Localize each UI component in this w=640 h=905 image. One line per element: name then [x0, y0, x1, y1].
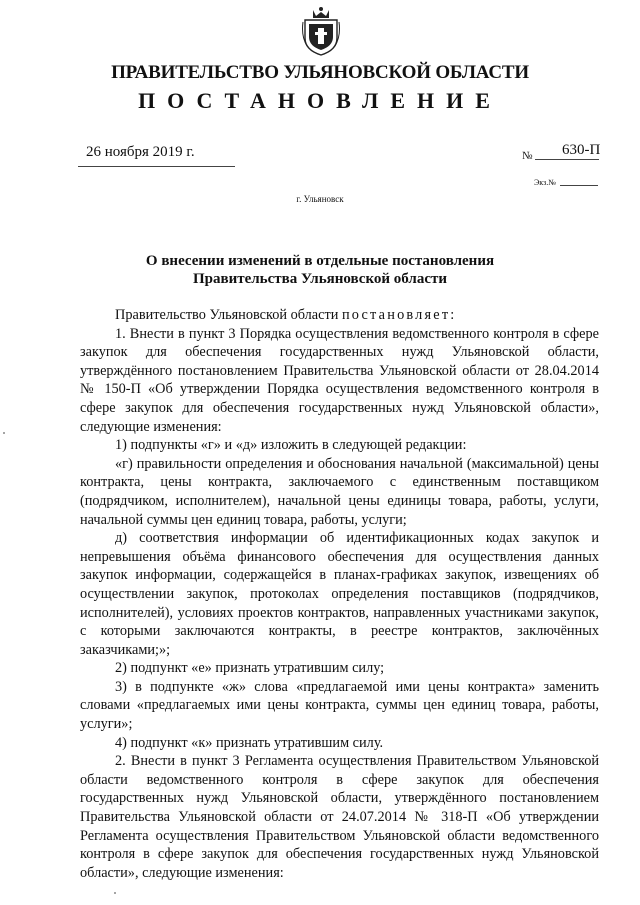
paragraph-2: 1) подпункты «г» и «д» изложить в следующей редакции: — [115, 437, 467, 454]
title-line-2: Правительства Ульяновской области — [192, 271, 448, 287]
title-line-1: О внесении изменений в отдельные постановления — [145, 253, 495, 269]
intro-paragraph — [80, 306, 599, 325]
paragraph-6: 3) в подпункте «ж» слова «предлагаемой ими цены контракта» заменить словами «предлагаемых ими цены контракта, суммы цен единиц товара, работы, услуги»; — [80, 678, 599, 733]
number-sign: № — [522, 150, 533, 162]
paragraph-5: 2) подпункт «е» признать утратившим силу; — [115, 660, 385, 677]
scan-speck — [3, 432, 5, 434]
intro-verb: постановляет — [341, 307, 451, 323]
city: г. Ульяновск — [296, 194, 344, 204]
intro-prefix: Правительство Ульяновской области — [115, 307, 342, 323]
paragraph-4: д) соответствия информации об идентификационных кодах закупок и непревышения объёма финансового обеспечения для осуществления данных закупок информации, содержащейся в планах-графиках закупок, извещениях об осуществлении закупок, протоколах определения поставщиков (подрядчиков, исполнителей), условиях проектов контрактов, направленных участниками закупок, с которыми заключаются контракты, в реестре контрактов, заключённых заказчиками;»; — [80, 530, 599, 658]
paragraph-3: «г) правильности определения и обоснования начальной (максимальной) цены контракта, цены контракта, заключаемого с единственным поставщиком (подрядчиком, исполнителем), начальной цены единицы товара, работы, услуги, начальной суммы цен единиц товара, работы, услуги; — [80, 455, 599, 528]
document-body — [80, 306, 599, 882]
copy-number-underline — [560, 185, 598, 186]
document-number: 630-П — [562, 142, 601, 158]
paragraph-7: 4) подпункт «к» признать утратившим силу. — [115, 734, 384, 751]
intro-suffix: : — [450, 307, 455, 323]
copy-number-label: Экз.№ — [534, 178, 556, 187]
date-underline — [78, 166, 235, 167]
number-underline — [535, 159, 599, 160]
paragraph-8: 2. Внести в пункт 3 Регламента осуществления Правительством Ульяновской области ведомственного контроля в сфере закупок для обеспечения государственных нужд Ульяновской области, утверждённого постановлением Правительства Ульяновской области от 24.07.2014 № 318-П «Об утверждении Регламента осуществления Правительством Ульяновской области ведомственного контроля в сфере закупок для обеспечения государственных нужд Ульяновской области», следующие изменения: — [80, 753, 599, 881]
coat-of-arms-icon — [301, 6, 341, 56]
scan-speck — [114, 892, 116, 894]
document-type: ПОСТАНОВЛЕНИЕ — [138, 88, 502, 113]
paragraph-1: 1. Внести в пункт 3 Порядка осуществления ведомственного контроля в сфере закупок для обеспечения государственных нужд Ульяновской области, утверждённого постановлением Правительства Ульяновской области от 28.04.2014 № 150-П «Об утверждении Порядка осуществления ведомственного контроля в сфере закупок для обеспечения государственных нужд Ульяновской области», следующие изменения: — [80, 325, 599, 435]
document-date: 26 ноября 2019 г. — [86, 144, 195, 160]
government-name: ПРАВИТЕЛЬСТВО УЛЬЯНОВСКОЙ ОБЛАСТИ — [111, 62, 529, 83]
document-title — [0, 252, 640, 288]
